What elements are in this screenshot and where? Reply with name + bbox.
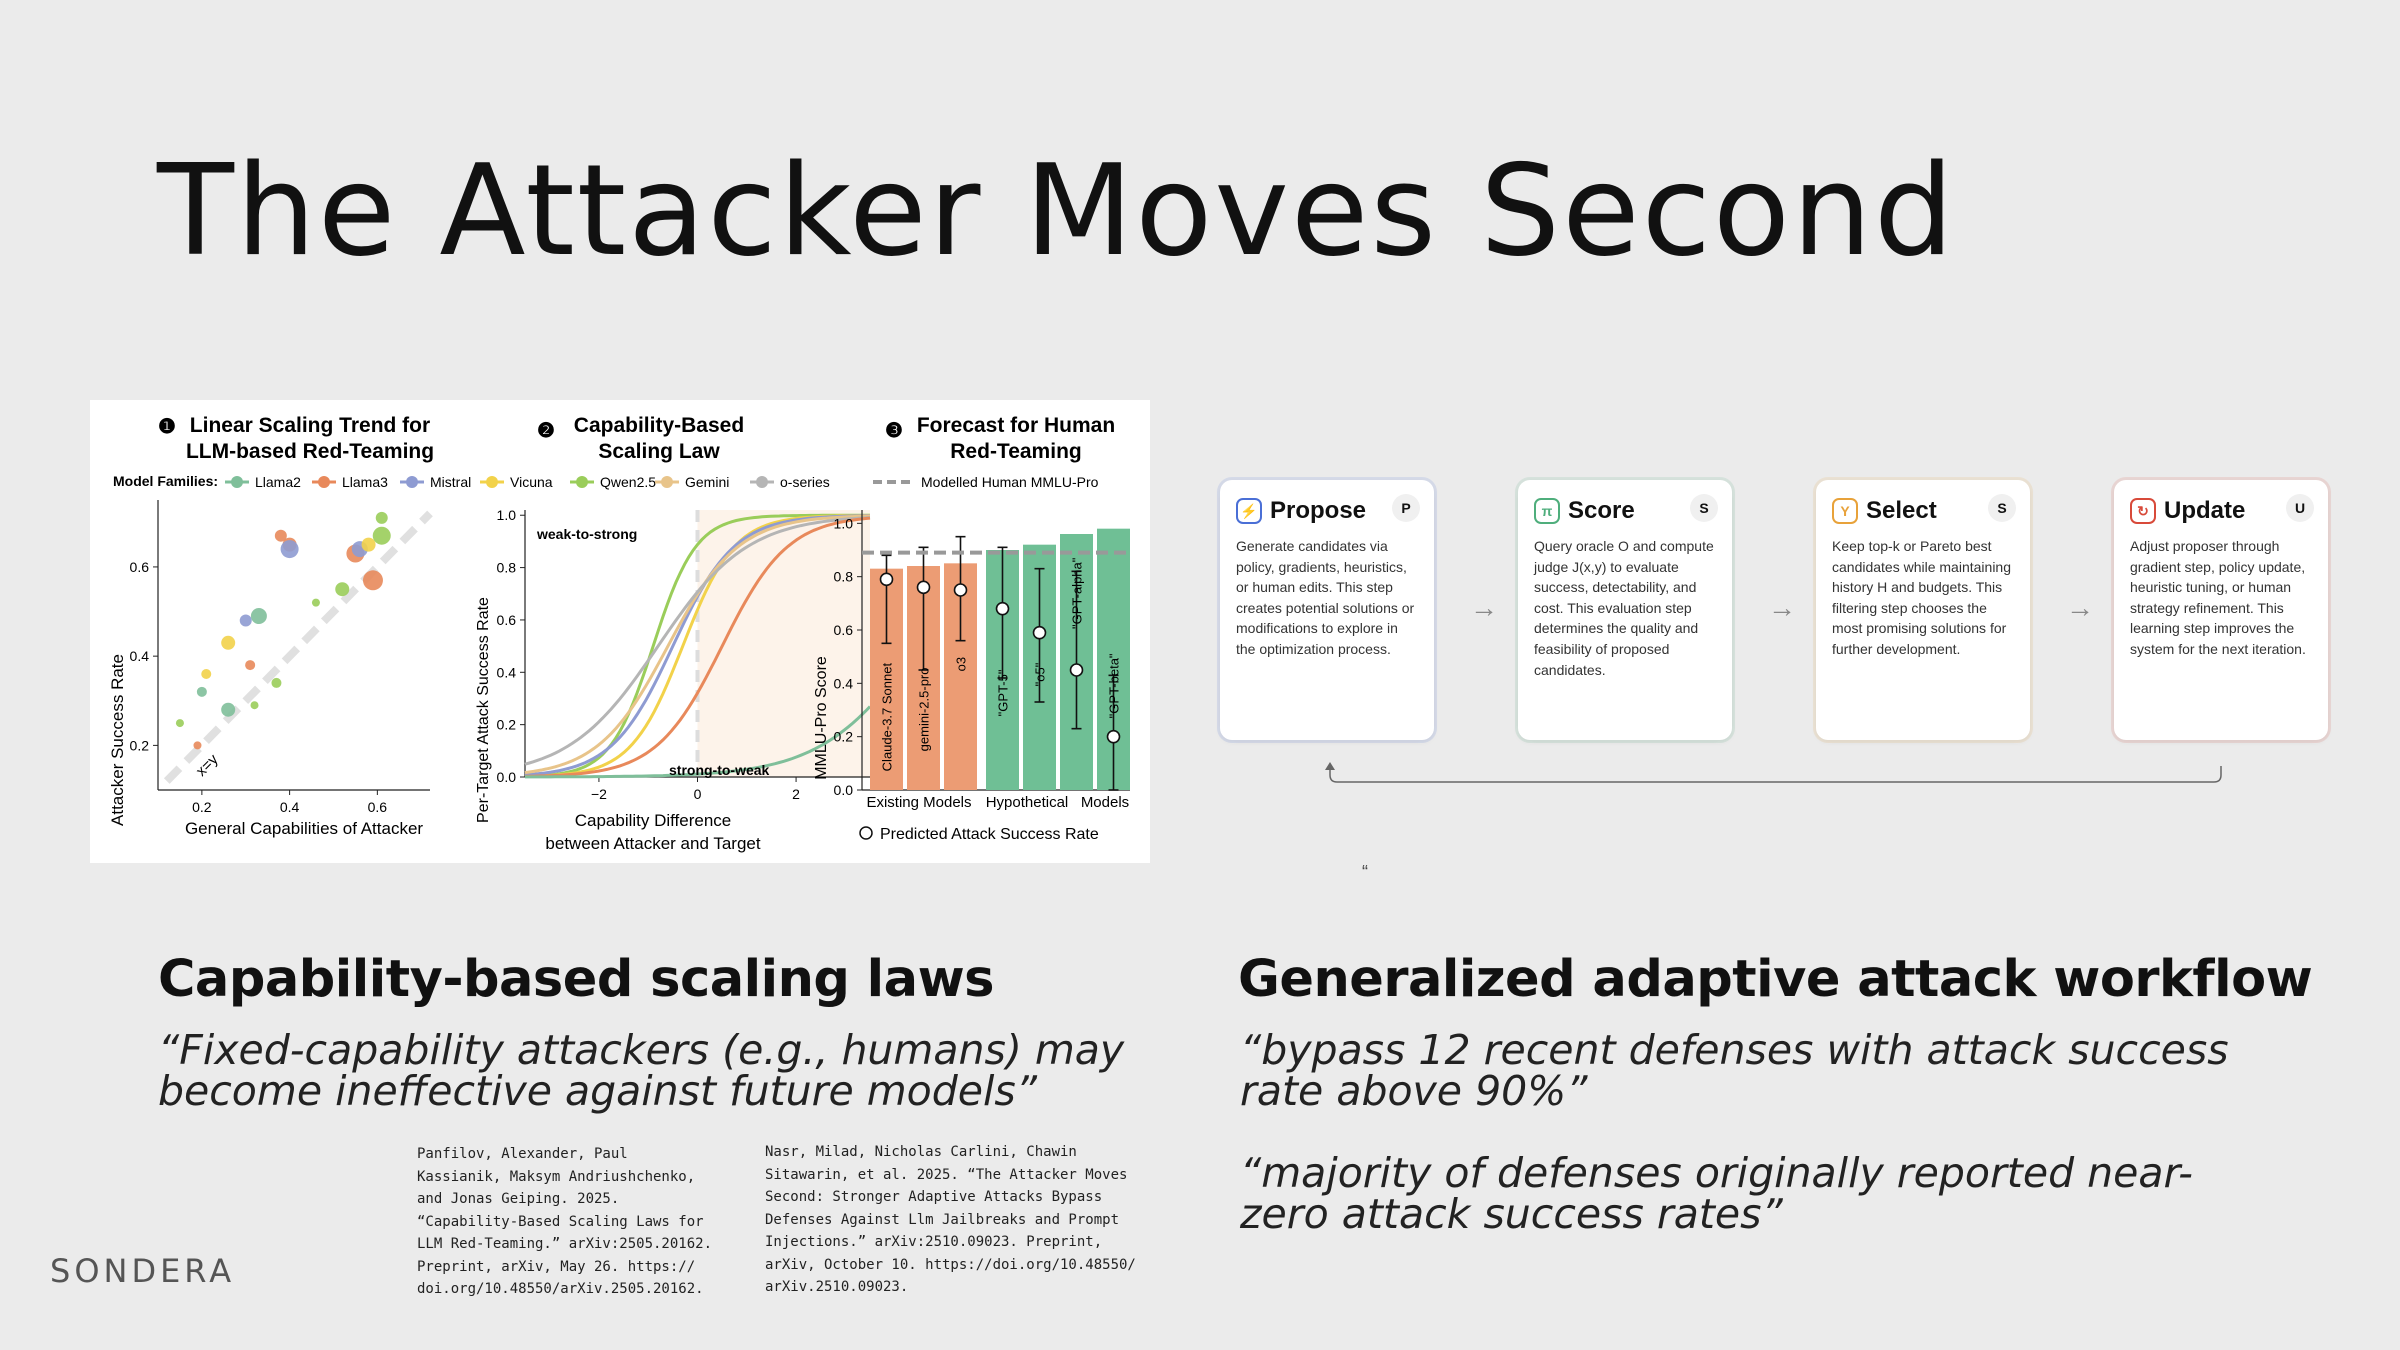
- panel2-number: ❷: [537, 420, 555, 442]
- panel1-diagonal: [167, 513, 430, 781]
- panel3-y-tick-label: 0.2: [833, 728, 853, 745]
- panel2-x-tick-label: 2: [792, 786, 800, 802]
- panel2-y-tick-label: 1.0: [496, 507, 516, 524]
- scatter-point: [281, 540, 299, 558]
- stray-quote-mark: “: [1362, 862, 1368, 882]
- scatter-point: [373, 527, 391, 545]
- scatter-point: [221, 703, 235, 717]
- panel3-y-tick-label: 0.6: [833, 622, 853, 638]
- card-description: Adjust proposer through gradient step, policy update, heuristic tuning, or human strategy refinement. This learning step improves the system for the next iteration.: [2130, 538, 2306, 657]
- scatter-point: [363, 570, 383, 590]
- scatter-point: [376, 512, 388, 524]
- panel3-title-line2: Red-Teaming: [950, 440, 1082, 463]
- legend-marker-o-series: [756, 476, 768, 488]
- strong-to-weak-note: strong-to-weak: [669, 762, 770, 778]
- card-badge: U: [2286, 494, 2314, 522]
- predicted-point: [1108, 731, 1120, 743]
- scatter-point: [312, 599, 320, 607]
- legend-label-qwen2.5: Qwen2.5: [600, 474, 657, 490]
- panel2-x-label-line2: between Attacker and Target: [545, 834, 761, 853]
- scatter-point: [201, 669, 211, 679]
- panel2-x-tick-label: 0: [693, 786, 702, 802]
- legend-label-mistral: Mistral: [430, 474, 472, 490]
- left-citation: Panfilov, Alexander, Paul Kassianik, Maksym Andriushchenko, and Jonas Geiping. 2025. “Capability-Based Scaling Laws for LLM Red-Teaming.” arXiv:2505.20162. Preprint, arXiv, May 26. https:// doi.org/10.48550/arXiv.2505.20162.: [417, 1146, 713, 1297]
- panel1-title-line2: LLM-based Red-Teaming: [185, 440, 435, 463]
- bar-label: o3: [953, 656, 969, 672]
- legend-marker-llama2: [231, 476, 243, 488]
- predicted-point: [1071, 664, 1083, 676]
- scatter-point: [245, 660, 255, 670]
- predicted-point: [1034, 627, 1046, 639]
- propose-icon: ⚡: [1236, 498, 1262, 524]
- panel1-plot: [130, 500, 430, 815]
- panel2-title-line2: Scaling Law: [598, 440, 720, 463]
- group-label-existing: Existing Models: [866, 794, 972, 811]
- figure-svg: [90, 400, 1150, 863]
- predicted-point: [955, 584, 967, 596]
- workflow-card-select: [1816, 480, 2030, 740]
- card-title: Select: [1866, 497, 1937, 524]
- scatter-point: [197, 687, 207, 697]
- panel3-title-line1: Forecast for Human: [916, 414, 1116, 437]
- scatter-point: [221, 636, 235, 650]
- panel3-y-label: MMLU-Pro Score: [813, 656, 830, 780]
- slide-title: The Attacker Moves Second: [157, 137, 1956, 284]
- panel2-y-tick-label: 0.4: [496, 664, 516, 681]
- panel3-plot: [834, 510, 1130, 798]
- legend-marker-vicuna: [486, 476, 498, 488]
- bar-label: gemini-2.5-pro: [916, 667, 932, 752]
- bar-label: Claude-3.7 Sonnet: [879, 662, 895, 772]
- legend-label-vicuna: Vicuna: [510, 474, 553, 490]
- predicted-point: [918, 581, 930, 593]
- bar-label: "GPT-5": [995, 669, 1011, 717]
- left-quote-line2: become ineffective against future models”: [158, 1067, 1037, 1115]
- legend-marker-mistral: [406, 476, 418, 488]
- panel3-y-tick-label: 1.0: [833, 515, 853, 532]
- panel1-x-tick-label: 0.2: [192, 799, 212, 815]
- workflow-card-propose: [1220, 480, 1434, 740]
- scatter-point: [193, 741, 201, 749]
- legend-marker-llama3: [318, 476, 330, 488]
- card-badge: S: [1988, 494, 2016, 522]
- workflow-card-score: [1518, 480, 1732, 740]
- panel1-y-tick-label: 0.2: [129, 737, 149, 754]
- panel2-y-tick-label: 0.2: [496, 716, 516, 733]
- legend-label-o-series: o-series: [780, 474, 830, 490]
- flow-arrow-icon: →: [1768, 592, 1796, 623]
- scatter-point: [176, 719, 184, 727]
- right-quote1-line2: rate above 90%”: [1240, 1067, 1588, 1115]
- score-icon: π: [1534, 498, 1560, 524]
- predicted-legend-marker: [860, 827, 872, 839]
- bar-label: "GPT-beta": [1106, 653, 1122, 719]
- panel1-x-tick-label: 0.4: [279, 799, 300, 815]
- panel2-y-tick-label: 0.0: [496, 769, 516, 785]
- panel2-y-tick-label: 0.6: [496, 611, 516, 628]
- group-label-hypothetical: Hypothetical: [985, 794, 1069, 811]
- bar-label: "GPT-alpha": [1069, 557, 1085, 629]
- card-title: Propose: [1270, 497, 1367, 524]
- right-heading: Generalized adaptive attack workflow: [1238, 950, 2313, 1009]
- predicted-legend-label: Predicted Attack Success Rate: [880, 826, 1099, 843]
- legend-label-llama3: Llama3: [342, 474, 388, 490]
- scaling-law-figure: [90, 400, 1150, 863]
- weak-to-strong-note: weak-to-strong: [537, 526, 638, 542]
- scatter-point: [240, 614, 252, 626]
- card-badge: S: [1690, 494, 1718, 522]
- right-quote1-line1: “bypass 12 recent defenses with attack success: [1240, 1026, 2229, 1074]
- panel1-x-tick-label: 0.6: [367, 799, 388, 815]
- scatter-point: [335, 582, 349, 596]
- scatter-point: [271, 678, 281, 688]
- panel1-title-line1: Linear Scaling Trend for: [189, 414, 431, 437]
- group-label-models: Models: [1080, 794, 1130, 811]
- panel1-y-tick-label: 0.4: [129, 648, 149, 665]
- card-description: Query oracle O and compute judge J(x,y) to evaluate success, detectability, and cost. This evaluation step determines the quality and feasibility of proposed candidates.: [1534, 538, 1714, 678]
- predicted-point: [881, 573, 893, 585]
- predicted-point: [997, 603, 1009, 615]
- panel2-title-line1: Capability-Based: [573, 414, 745, 437]
- bar-label: "o5": [1032, 662, 1048, 687]
- panel1-y-label: Attacker Success Rate: [108, 654, 127, 826]
- panel2-x-tick-label: −2: [590, 786, 607, 802]
- card-title: Update: [2164, 497, 2246, 524]
- panel1-number: ❶: [158, 416, 176, 438]
- scatter-point: [251, 701, 259, 709]
- panel2-y-label: Per-Target Attack Success Rate: [475, 597, 492, 823]
- legend-marker-qwen2.5: [576, 476, 588, 488]
- panel3-number: ❸: [885, 420, 903, 442]
- left-heading: Capability-based scaling laws: [158, 950, 995, 1009]
- flow-arrow-icon: →: [1470, 592, 1498, 623]
- scatter-point: [251, 608, 267, 624]
- right-quote2-line2: zero attack success rates”: [1240, 1190, 1783, 1238]
- left-quote-line1: “Fixed-capability attackers (e.g., humans) may: [158, 1026, 1125, 1074]
- panel2-x-label-line1: Capability Difference: [574, 811, 732, 830]
- panel1-y-tick-label: 0.6: [129, 558, 149, 575]
- card-badge: P: [1392, 494, 1420, 522]
- panel3-y-tick-label: 0.0: [833, 782, 853, 798]
- card-title: Score: [1568, 497, 1635, 524]
- right-quote2-line1: “majority of defenses originally reported near-: [1240, 1149, 2193, 1197]
- human-level-legend-label: Modelled Human MMLU-Pro: [921, 474, 1099, 490]
- right-citation: Nasr, Milad, Nicholas Carlini, Chawin Sitawarin, et al. 2025. “The Attacker Moves Second: Stronger Adaptive Attacks Bypass Defenses Against Llm Jailbreaks and Prompt Injections.” arXiv:2510.09023. Preprint, arXiv, October 10. https://doi.org/10.48550/ arXiv.2510.09023.: [765, 1144, 1136, 1295]
- workflow-card-update: [2114, 480, 2328, 740]
- card-description: Keep top-k or Pareto best candidates while maintaining history H and budgets. This filtering step chooses the most promising solutions for further development.: [1832, 538, 2011, 657]
- panel3-y-tick-label: 0.8: [833, 568, 853, 585]
- workflow-diagram: [1220, 480, 2340, 800]
- panel2-y-tick-label: 0.8: [496, 559, 516, 576]
- model-family-legend: [113, 473, 830, 490]
- card-description: Generate candidates via policy, gradients, heuristics, or human edits. This step creates potential solutions or modifications to explore in the optimization process.: [1236, 538, 1415, 657]
- legend-prefix: Model Families:: [113, 473, 219, 489]
- legend-label-llama2: Llama2: [255, 474, 301, 490]
- diagonal-label: x=y: [192, 751, 222, 780]
- select-icon: Y: [1832, 498, 1858, 524]
- update-icon: ↻: [2130, 498, 2156, 524]
- panel3-y-tick-label: 0.4: [833, 675, 853, 692]
- sondera-logo: SONDERA: [50, 1252, 236, 1290]
- scatter-point: [362, 538, 376, 552]
- legend-label-gemini: Gemini: [685, 474, 730, 490]
- panel1-x-label: General Capabilities of Attacker: [184, 819, 424, 838]
- legend-marker-gemini: [661, 476, 673, 488]
- flow-arrow-icon: →: [2066, 592, 2094, 623]
